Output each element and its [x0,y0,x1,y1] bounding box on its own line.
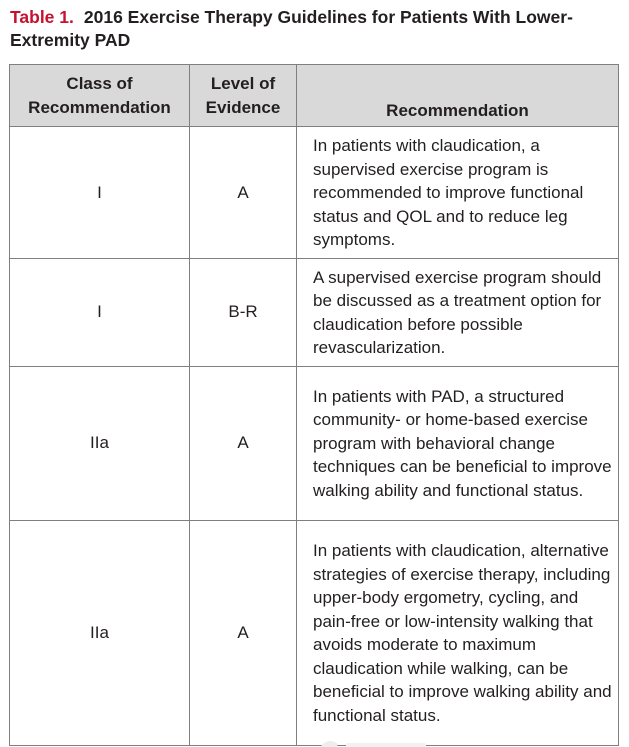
table-caption [10,6,610,52]
table-row [10,520,619,745]
table-row [10,366,619,520]
recommendation-cell: A supervised exercise program should be discussed as a treatment option for claudication before possible revascularization. [297,258,619,366]
class-cell: IIa [10,520,190,745]
evidence-cell: B-R [190,258,297,366]
class-cell: IIa [10,366,190,520]
recommendation-cell: In patients with claudication, a supervised exercise program is recommended to improve functional status and QOL and to reduce leg symptoms. [297,127,619,259]
table-row [10,127,619,259]
header-recommendation: Recommendation [297,65,619,127]
header-level-of-evidence: Level of Evidence [190,65,297,127]
guidelines-table [9,64,619,746]
evidence-cell: A [190,366,297,520]
table-label: Table 1. [10,7,74,27]
table-row [10,258,619,366]
watermark-logo [316,736,436,747]
table-title: 2016 Exercise Therapy Guidelines for Patients With Lower-Extremity PAD [10,7,573,50]
header-class-of-recommendation: Class of Recommendation [10,65,190,127]
recommendation-cell: In patients with claudication, alternative strategies of exercise therapy, including upper-body ergometry, cycling, and pain-free or low-intensity walking that avoids moderate to maximum claudication while walking, can be beneficial to improve walking ability and functional status. [297,520,619,745]
class-cell: I [10,127,190,259]
evidence-cell: A [190,520,297,745]
watermark-logo-icon [316,738,436,747]
recommendation-cell: In patients with PAD, a structured community- or home-based exercise program with behavioral change techniques can be beneficial to improve walking ability and functional status. [297,366,619,520]
header-row [10,65,619,127]
evidence-cell: A [190,127,297,259]
class-cell: I [10,258,190,366]
